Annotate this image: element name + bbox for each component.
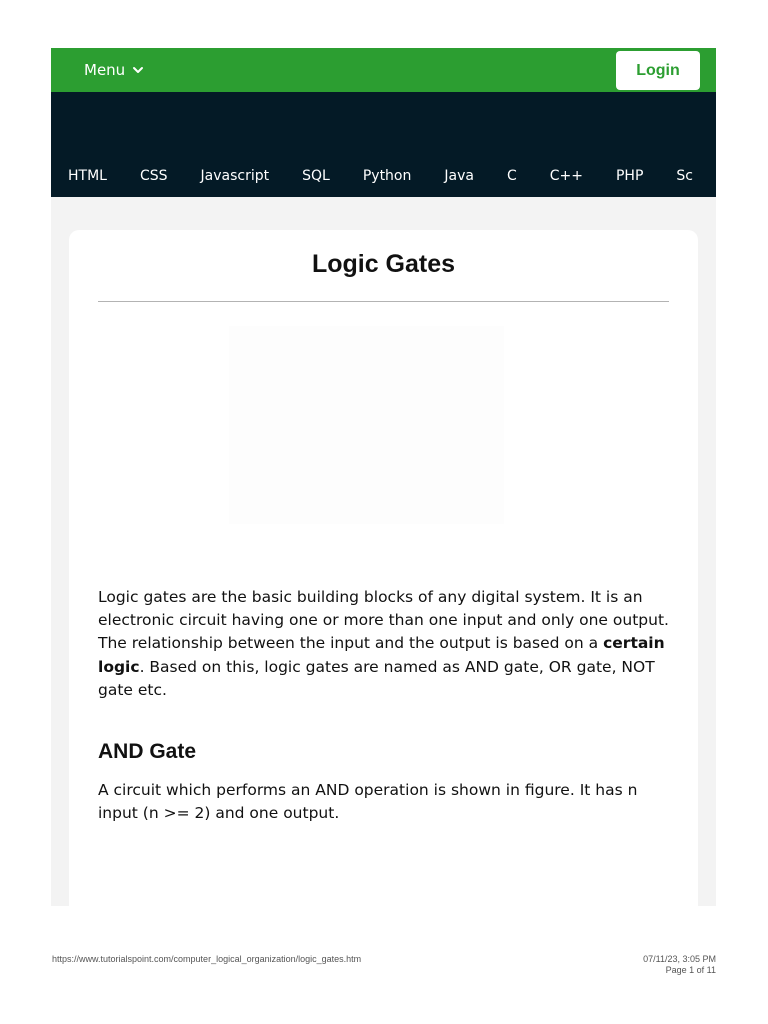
nav-item-php[interactable]: PHP [615,168,644,184]
intro-paragraph [98,586,673,702]
section-paragraph: A circuit which performs an AND operation is shown in figure. It has n input (n >= 2) and one output. [98,781,638,823]
nav-item-javascript[interactable]: Javascript [200,168,270,184]
nav-item-python[interactable]: Python [362,168,412,184]
menu-button[interactable] [84,60,144,80]
login-button[interactable]: Login [616,51,700,90]
section-heading: AND Gate [98,740,197,763]
nav-item-c[interactable]: C [506,168,517,184]
figure-placeholder [229,326,504,524]
intro-text-end: . Based on this, logic gates are named as AND gate, OR gate, NOT gate etc. [98,657,655,699]
title-divider [98,301,669,302]
footer-page-number: Page 1 of 11 [665,965,716,975]
nav-item-cpp[interactable]: C++ [549,168,583,184]
footer-url: https://www.tutorialspoint.com/computer_logical_organization/logic_gates.htm [52,954,362,964]
article-card [69,230,698,906]
topic-nav [51,168,709,188]
nav-item-sql[interactable]: SQL [302,168,330,184]
footer-meta [643,954,716,976]
intro-bold-text: certain logic [98,634,665,676]
page-title: Logic Gates [311,250,456,278]
footer-datetime: 07/11/23, 3:05 PM [643,954,716,964]
menu-label: Menu [84,61,126,79]
nav-item-css[interactable]: CSS [139,168,168,184]
nav-item-html[interactable]: HTML [68,168,107,184]
nav-item-java[interactable]: Java [444,168,474,184]
intro-text-start: Logic gates are the basic building blocks of any digital system. It is an electronic circuit having one or more than one input and only one output. The relationship between the input and the output is based on a [98,588,669,653]
chevron-down-icon [132,64,144,76]
header-band [51,92,716,197]
top-bar [51,48,716,92]
nav-item-more[interactable]: Sc [676,168,693,184]
page-frame [51,48,716,906]
